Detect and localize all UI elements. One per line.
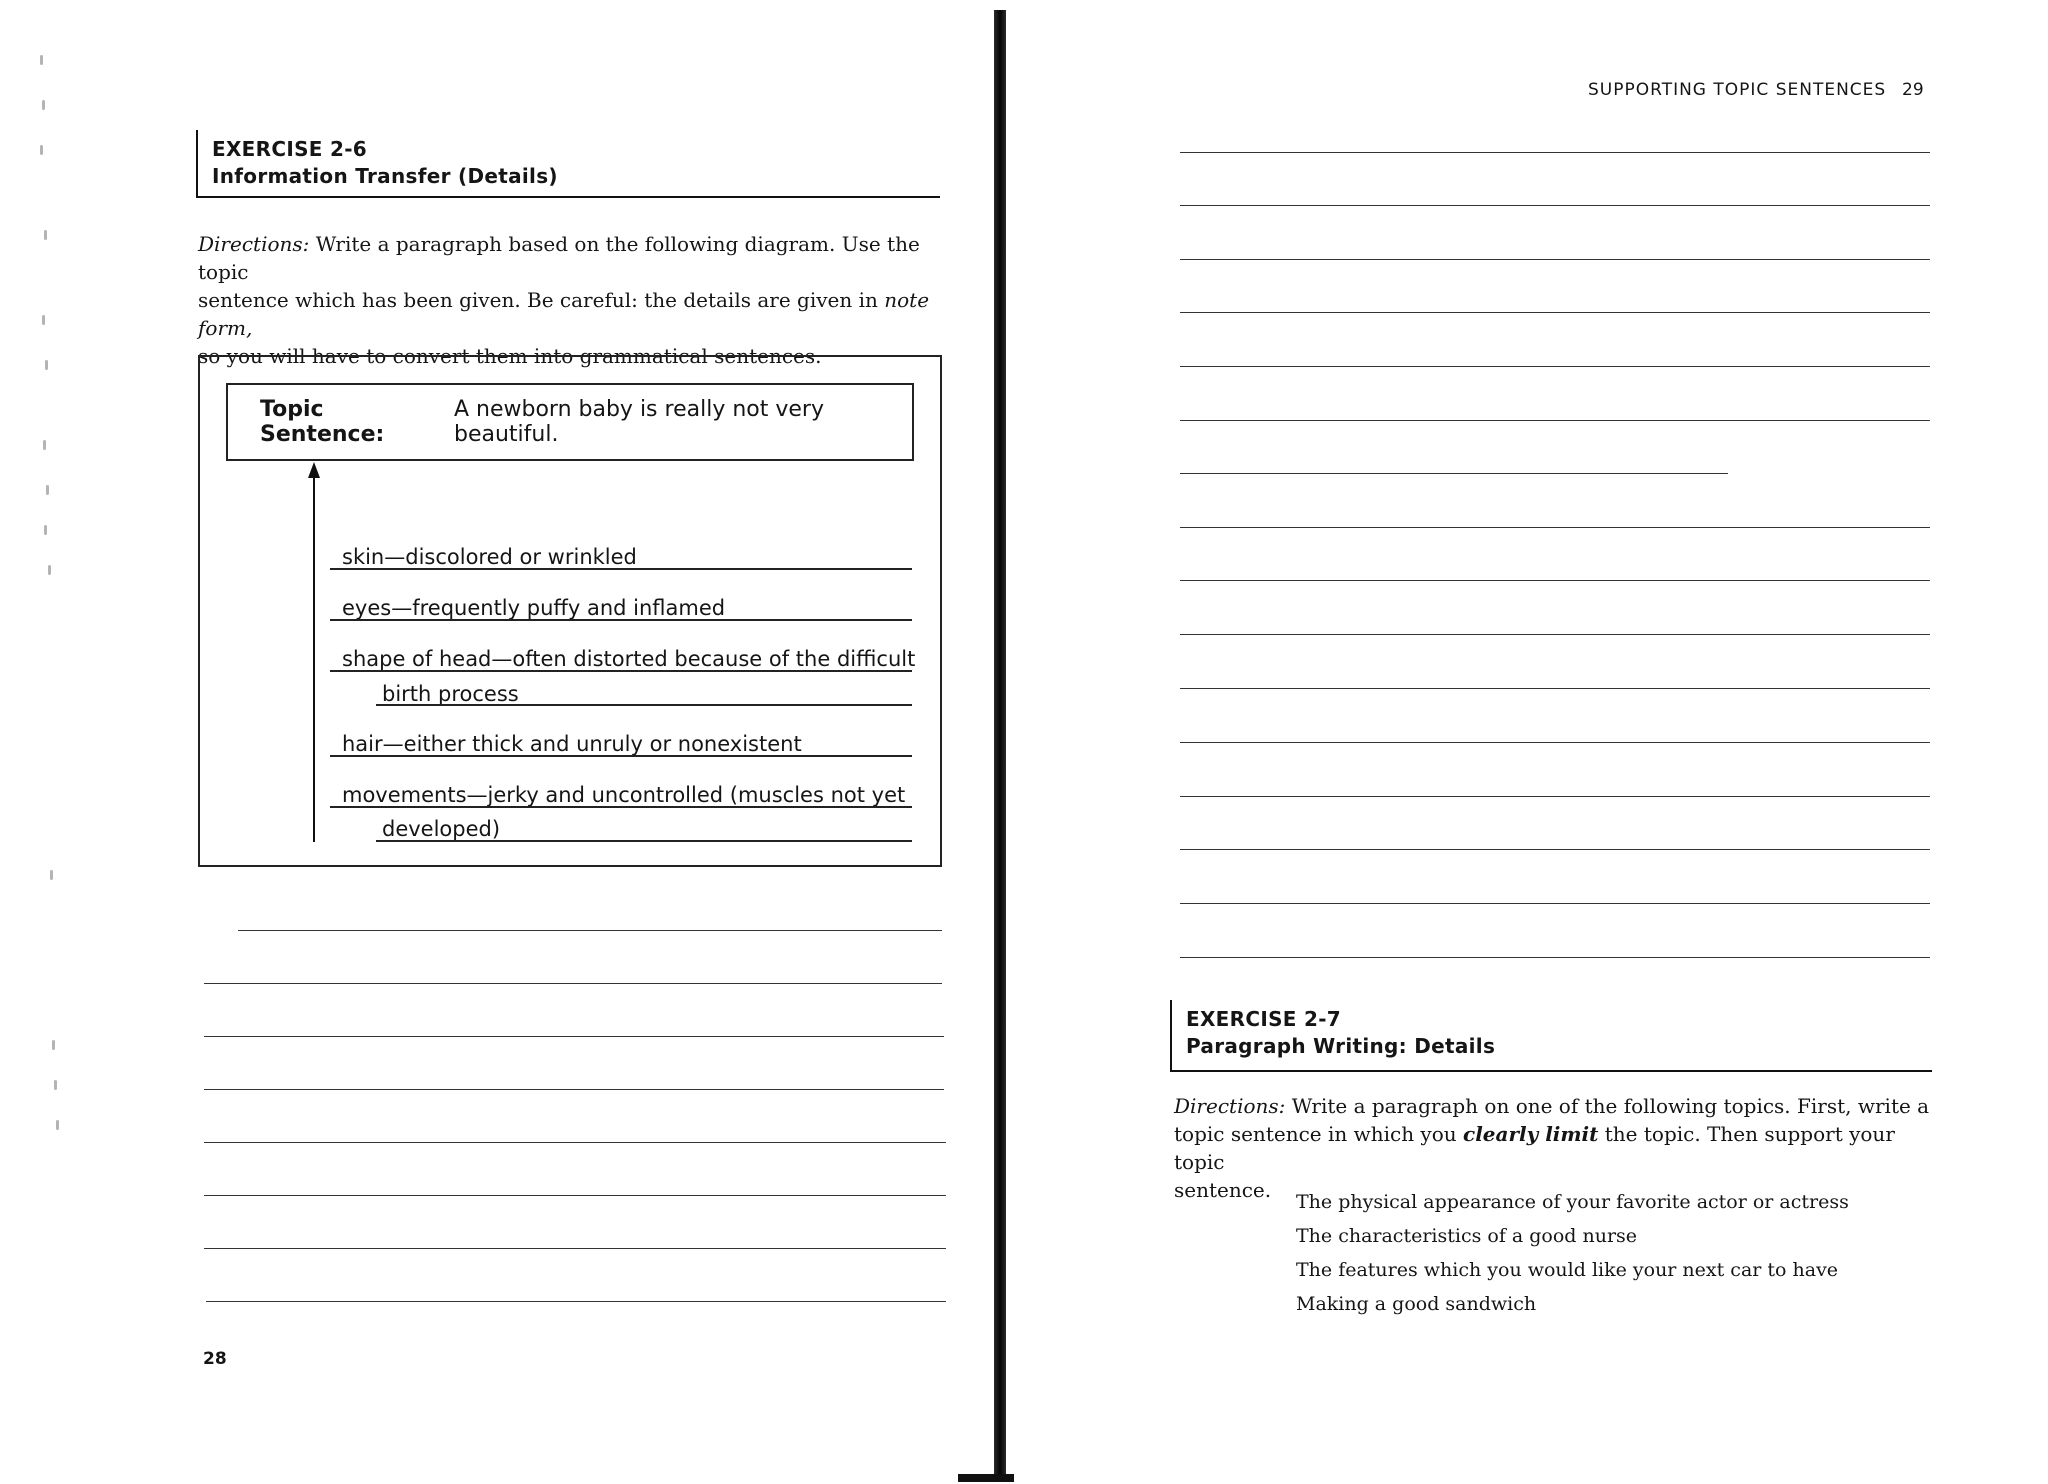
writing-line	[1180, 849, 1930, 850]
book-gutter	[994, 10, 1006, 1480]
writing-line	[1180, 688, 1930, 689]
topic-item: The physical appearance of your favorite actor or actress	[1296, 1191, 1849, 1213]
page-number-left: 28	[203, 1349, 227, 1369]
topic-sentence-text: A newborn baby is really not very beautiful.	[453, 397, 824, 447]
detail-underline	[330, 619, 912, 621]
writing-line	[204, 1142, 946, 1143]
topic-item: The features which you would like your next car to have	[1296, 1259, 1839, 1281]
detail-hair: hair—either thick and unruly or nonexistent	[342, 732, 802, 756]
detail-underline	[330, 806, 912, 808]
directions-text-3: sentence.	[1174, 1178, 1272, 1202]
directions-label: Directions:	[1174, 1094, 1286, 1118]
directions-label: Directions:	[198, 232, 310, 256]
detail-underline	[330, 755, 912, 757]
writing-line	[1180, 580, 1930, 581]
directions-emphasis: note form,	[198, 288, 930, 340]
exercise-2-7-heading	[1170, 1000, 1932, 1072]
writing-line	[1180, 634, 1930, 635]
directions-text-2: sentence which has been given. Be careful: the details are given in	[198, 288, 878, 312]
detail-underline	[376, 704, 912, 706]
topic-list	[1296, 1185, 1849, 1321]
detail-movements-cont: developed)	[382, 817, 501, 841]
exercise-number: EXERCISE 2-7	[1186, 1007, 1342, 1031]
writing-line	[1180, 259, 1930, 260]
detail-underline	[330, 568, 912, 570]
exercise-2-6-heading	[196, 130, 940, 198]
topic-item: The characteristics of a good nurse	[1296, 1225, 1638, 1247]
directions-text-2a: topic sentence in which you	[1174, 1122, 1457, 1146]
writing-line	[206, 1301, 946, 1302]
topic-sentence-box	[226, 383, 914, 461]
detail-underline	[330, 670, 912, 672]
detail-eyes: eyes—frequently puffy and inflamed	[342, 596, 726, 620]
writing-line	[204, 1036, 944, 1037]
detail-underline	[376, 840, 912, 842]
writing-line	[1180, 312, 1930, 313]
directions-text-1: Write a paragraph based on the following diagram. Use the topic	[198, 232, 920, 284]
detail-head: shape of head—often distorted because of the difficult	[342, 647, 916, 671]
topic-sentence-label: Topic Sentence:	[260, 397, 385, 447]
writing-line	[1180, 473, 1728, 474]
writing-line	[1180, 903, 1930, 904]
writing-line	[1180, 796, 1930, 797]
detail-skin: skin—discolored or wrinkled	[342, 545, 637, 569]
writing-line	[1180, 527, 1930, 528]
right-page	[1010, 0, 2048, 1484]
writing-line	[1180, 205, 1930, 206]
book-gutter-base	[958, 1474, 1014, 1482]
writing-line	[1180, 152, 1930, 153]
exercise-2-6-directions	[198, 230, 948, 370]
left-page	[0, 0, 990, 1484]
directions-emphasis: clearly limit	[1463, 1122, 1599, 1146]
exercise-number: EXERCISE 2-6	[212, 137, 368, 161]
detail-head-cont: birth process	[382, 682, 519, 706]
writing-line	[204, 983, 942, 984]
running-head: SUPPORTING TOPIC SENTENCES	[1588, 80, 1887, 100]
arrow-shaft	[313, 470, 315, 842]
directions-text-2b: the topic. Then support your topic	[1174, 1122, 1895, 1174]
writing-line	[1180, 366, 1930, 367]
page-number-right: 29	[1902, 80, 1924, 100]
writing-line	[204, 1248, 946, 1249]
exercise-title: Paragraph Writing: Details	[1186, 1034, 1496, 1058]
exercise-title: Information Transfer (Details)	[212, 164, 558, 188]
directions-text-3: so you will have to convert them into grammatical sentences.	[198, 344, 822, 368]
topic-item: Making a good sandwich	[1296, 1293, 1537, 1315]
writing-line	[1180, 420, 1930, 421]
writing-line	[204, 1089, 944, 1090]
writing-line	[204, 1195, 946, 1196]
directions-text-1: Write a paragraph on one of the following topics. First, write a	[1291, 1094, 1930, 1118]
detail-movements: movements—jerky and uncontrolled (muscles not yet	[342, 783, 906, 807]
writing-line	[1180, 957, 1930, 958]
writing-line	[238, 930, 942, 931]
writing-line	[1180, 742, 1930, 743]
